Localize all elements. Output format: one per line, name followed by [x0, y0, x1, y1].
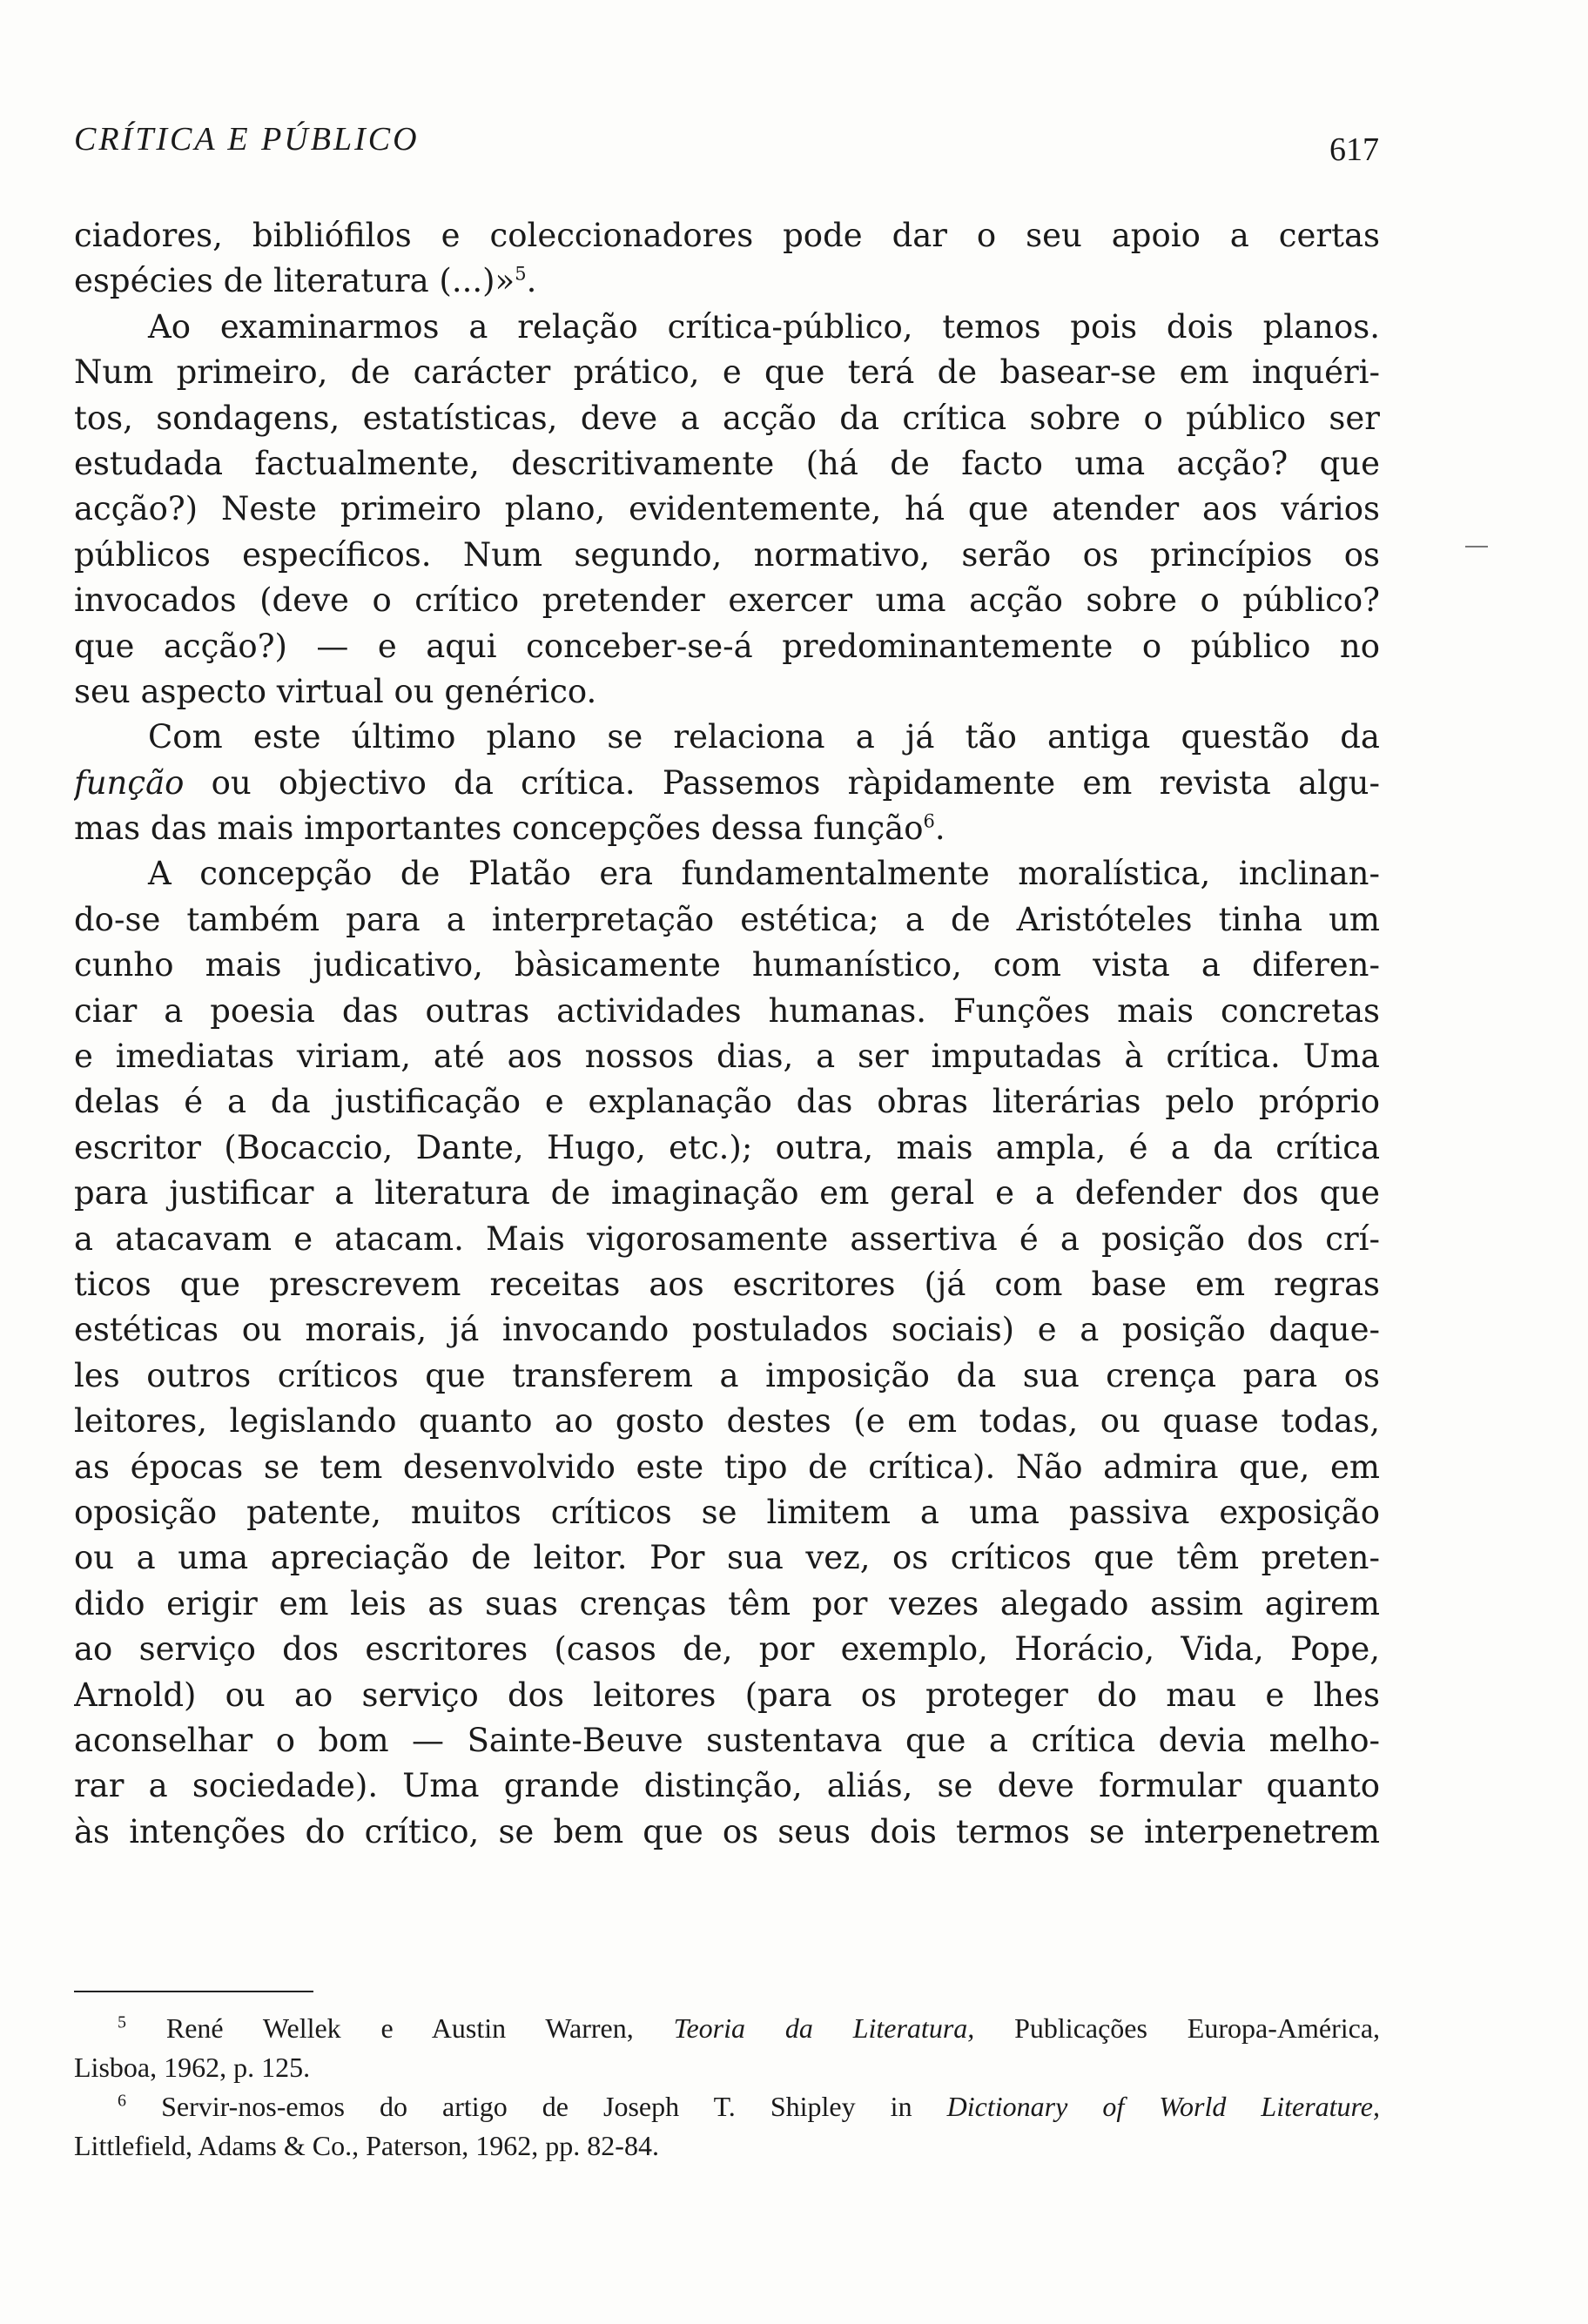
text-line: Num primeiro, de carácter prático, e que terá de basear-se em inquéri-: [74, 353, 1380, 392]
text-line: tos, sondagens, estatísticas, deve a acção da crítica sobre o público ser: [74, 399, 1380, 437]
text-line: Arnold) ou ao serviço dos leitores (para os proteger do mau e lhes: [74, 1676, 1380, 1714]
text-line: dido erigir em leis as suas crenças têm por vezes alegado assim agirem: [74, 1584, 1380, 1622]
text-line: estudada factualmente, descritivamente (há de facto uma acção? que: [74, 444, 1380, 482]
body-text: [74, 213, 1380, 1855]
text-line: espécies de literatura (...)»$^5$.: [74, 262, 537, 300]
text-line: [74, 761, 1380, 806]
text-line: as épocas se tem desenvolvido este tipo de crítica). Não admira que, em: [74, 1447, 1380, 1486]
footnote-5-line-1: [74, 2009, 1380, 2048]
running-head: [74, 120, 1379, 172]
footnote-6-line-2: Littlefield, Adams & Co., Paterson, 1962, pp. 82-84.: [74, 2130, 659, 2161]
text-line: invocados (deve o crítico pretender exercer uma acção sobre o público?: [74, 581, 1380, 620]
text-line: Com este último plano se relaciona a já tão antiga questão da: [148, 718, 1380, 756]
text-line: ou a uma apreciação de leitor. Por sua vez, os críticos que têm preten-: [74, 1539, 1380, 1577]
footnote-text: Publicações Europa-América,: [974, 2012, 1380, 2044]
text-line-content: mas das mais importantes concepções dessa função: [74, 809, 924, 848]
text-line: públicos específicos. Num segundo, normativo, serão os princípios os: [74, 535, 1380, 574]
text-line: a atacavam e atacam. Mais vigorosamente assertiva é a posição dos crí-: [74, 1219, 1380, 1258]
text-line: aconselhar o bom — Sainte-Beuve sustentava que a crítica devia melho-: [74, 1721, 1380, 1759]
text-line: delas é a da justificação e explanação das obras literárias pelo próprio: [74, 1083, 1380, 1121]
text-line: acção?) Neste primeiro plano, evidentemente, há que atender aos vários: [74, 490, 1380, 528]
footnote-6-line-1: [74, 2087, 1380, 2126]
text-line: cunho mais judicativo, bàsicamente humanístico, com vista a diferen-: [74, 946, 1380, 984]
text-line: que acção?) — e aqui conceber-se-á predominantemente o público no: [74, 627, 1380, 665]
text-line: e imediatas viriam, até aos nossos dias, a ser imputadas à crítica. Uma: [74, 1038, 1380, 1076]
text-line: mas das mais importantes concepções dessa função$^6$.: [74, 809, 945, 848]
text-line: escritor (Bocaccio, Dante, Hugo, etc.); outra, mais ampla, é a da crítica: [74, 1128, 1380, 1166]
text-line: às intenções do crítico, se bem que os seus dois termos se interpenetrem: [74, 1812, 1380, 1850]
footnote-text: René Wellek e Austin Warren,: [165, 2012, 674, 2044]
text-line: ciadores, bibliófilos e coleccionadores pode dar o seu apoio a certas: [74, 217, 1380, 254]
text-line: ao serviço dos escritores (casos de, por exemplo, Horácio, Vida, Pope,: [74, 1630, 1380, 1669]
running-head-title: CRÍTICA E PÚBLICO: [74, 121, 420, 158]
text-line: oposição patente, muitos críticos se limitem a uma passiva exposição: [74, 1493, 1380, 1531]
margin-mark: [1465, 546, 1488, 547]
text-line: estéticas ou morais, já invocando postulados sociais) e a posição daque-: [74, 1311, 1380, 1349]
footnote-ref[interactable]: 5: [515, 264, 527, 285]
text-line: leitores, legislando quanto ao gosto destes (e em todas, ou quase todas,: [74, 1402, 1380, 1441]
footnote-number: 6: [118, 2091, 126, 2111]
footnote-5-line-2: Lisboa, 1962, p. 125.: [74, 2052, 311, 2083]
footnote-title: Dictionary of World Literature,: [946, 2091, 1380, 2122]
text-line: ticos que prescrevem receitas aos escritores (já com base em regras: [74, 1265, 1380, 1303]
page-number: 617: [1329, 131, 1379, 168]
text-line: seu aspecto virtual ou genérico.: [74, 672, 597, 710]
text-line-content: espécies de literatura (...)»: [74, 262, 515, 300]
text-line-content: ou objectivo da crítica. Passemos ràpidamente em revista algu-: [184, 763, 1380, 802]
italic-term: função: [74, 763, 185, 802]
text-line: les outros críticos que transferem a imposição da sua crença para os: [74, 1356, 1380, 1394]
footnote-rule: [74, 1991, 313, 1992]
text-line: rar a sociedade). Uma grande distinção, aliás, se deve formular quanto: [74, 1767, 1380, 1805]
footnote-number: 5: [118, 2012, 126, 2032]
footnote-ref[interactable]: 6: [923, 810, 935, 832]
text-line: Ao examinarmos a relação crítica-público, temos pois dois planos.: [148, 307, 1380, 346]
text-line: ciar a poesia das outras actividades humanas. Funções mais concretas: [74, 991, 1380, 1030]
text-line: do-se também para a interpretação estética; a de Aristóteles tinha um: [74, 900, 1380, 938]
text-line: para justificar a literatura de imaginação em geral e a defender dos que: [74, 1174, 1380, 1212]
footnote-text: Servir-nos-emos do artigo de Joseph T. Shipley in: [161, 2091, 947, 2122]
footnotes: [74, 2009, 1380, 2166]
footnote-title: Teoria da Literatura,: [673, 2012, 975, 2044]
text-line: A concepção de Platão era fundamentalmente moralística, inclinan-: [148, 855, 1380, 893]
